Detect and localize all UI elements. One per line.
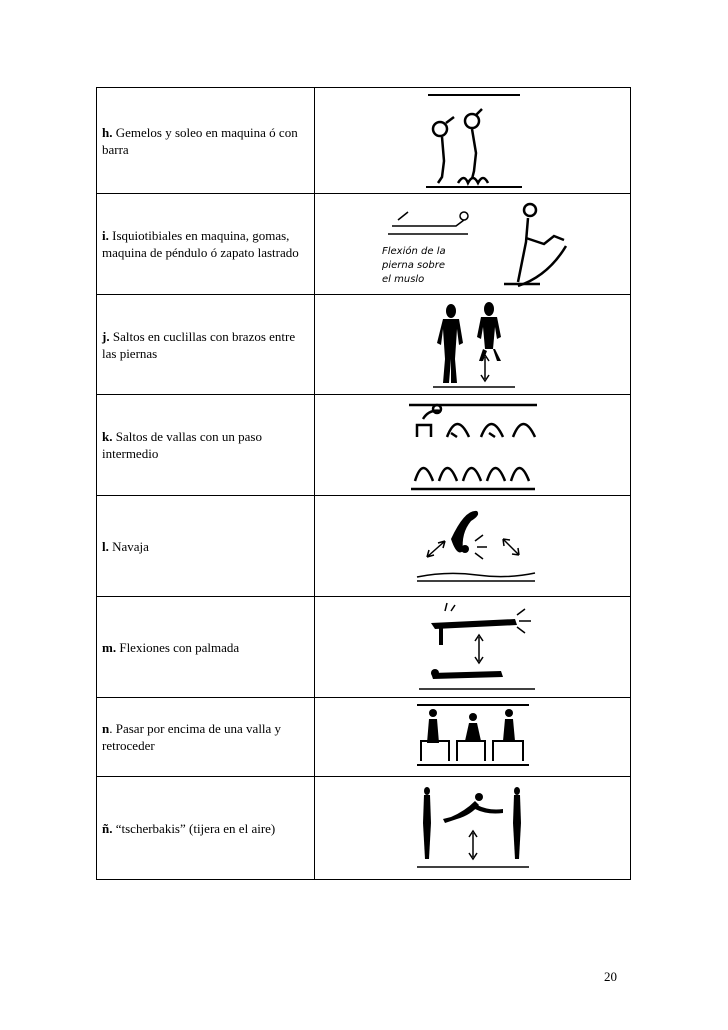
- exercise-letter: j.: [102, 328, 110, 344]
- exercise-letter: n: [102, 721, 110, 736]
- caption-line: pierna sobre: [381, 260, 445, 271]
- table-row: [97, 395, 631, 496]
- exercise-text: Flexiones con palmada: [116, 639, 240, 655]
- exercise-illustration: [315, 777, 631, 880]
- exercise-label: [97, 597, 315, 698]
- exercise-label: [97, 698, 315, 777]
- table-row: [97, 194, 631, 295]
- exercise-label: [97, 395, 315, 496]
- table-row: [97, 597, 631, 698]
- exercise-label: [97, 777, 315, 880]
- caption-line: Flexión de la: [381, 246, 446, 257]
- hurdle-jump-figures: [403, 397, 543, 493]
- exercise-text: Saltos de vallas con un paso intermedio: [102, 429, 262, 461]
- table-row: [97, 496, 631, 597]
- exercise-label: [97, 194, 315, 295]
- table-row: [97, 88, 631, 194]
- exercise-text: Gemelos y soleo en maquina ó con barra: [102, 124, 298, 157]
- table-row: [97, 777, 631, 880]
- exercise-label: [97, 295, 315, 395]
- exercise-letter: l.: [102, 538, 109, 554]
- exercise-illustration: [315, 597, 631, 698]
- exercise-illustration: [315, 194, 631, 295]
- exercise-letter: i.: [102, 228, 109, 243]
- squat-jump-figures: [423, 299, 523, 391]
- exercise-text: Navaja: [108, 538, 149, 554]
- table-row: [97, 698, 631, 777]
- jackknife-figure: [403, 501, 543, 591]
- exercise-text: Saltos en cuclillas con brazos entre las piernas: [102, 328, 296, 361]
- exercise-text: Isquiotibiales en maquina, gomas, maquina de péndulo ó zapato lastrado: [102, 228, 299, 260]
- exercise-illustration: [315, 295, 631, 395]
- caption-line: el muslo: [381, 274, 424, 285]
- exercise-illustration: [315, 88, 631, 194]
- exercise-text: . Pasar por encima de una valla y retroceder: [102, 721, 282, 753]
- exercise-table: [96, 87, 631, 880]
- hurdle-step-over-figures: [413, 701, 533, 773]
- exercise-illustration: [315, 698, 631, 777]
- exercise-text: “tscherbakis” (tijera en el aire): [112, 820, 276, 836]
- exercise-label: [97, 496, 315, 597]
- leg-curl-figures: [368, 196, 578, 292]
- calf-raise-figures: [418, 91, 528, 191]
- exercise-illustration: [315, 496, 631, 597]
- exercise-letter: m.: [102, 639, 117, 655]
- exercise-letter: k.: [102, 429, 113, 444]
- clap-pushup-figures: [405, 599, 541, 695]
- table-row: [97, 295, 631, 395]
- exercise-letter: h.: [102, 124, 113, 140]
- exercise-letter: ñ.: [102, 820, 113, 836]
- scissor-jump-figures: [413, 783, 533, 873]
- exercise-illustration: [315, 395, 631, 496]
- exercise-label: [97, 88, 315, 194]
- page-number: 20: [604, 969, 617, 984]
